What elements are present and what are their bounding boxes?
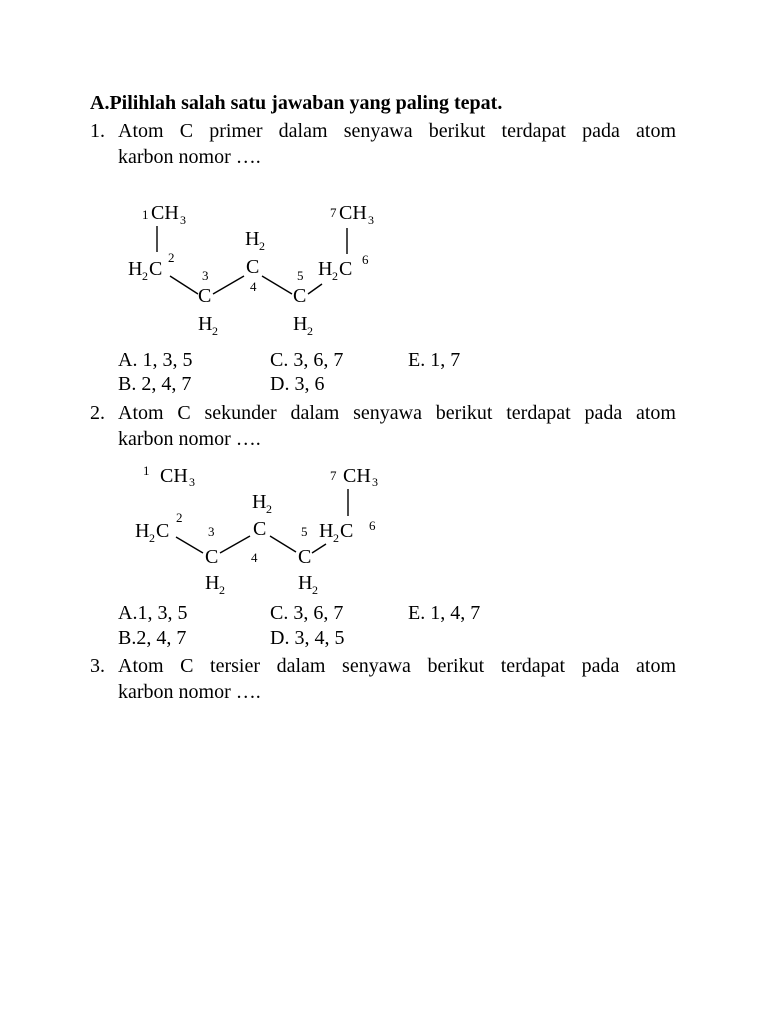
svg-text:2: 2 xyxy=(212,324,218,338)
question-2-option-a[interactable]: A.1, 3, 5 xyxy=(118,602,188,624)
svg-text:2: 2 xyxy=(142,269,148,283)
q1-carbon-number-5: 5 xyxy=(297,268,304,283)
question-1-option-c[interactable]: C. 3, 6, 7 xyxy=(270,349,344,371)
q2-carbon-4: C xyxy=(253,518,267,540)
q2-ch3-left: CH xyxy=(160,465,188,487)
q1-carbon-number-3: 3 xyxy=(202,268,209,283)
question-1-option-d[interactable]: D. 3, 6 xyxy=(270,373,325,395)
q1-carbon-number-2: 2 xyxy=(168,250,175,265)
svg-text:C: C xyxy=(156,520,170,542)
q1-carbon-5: C xyxy=(293,285,307,307)
question-3-number: 3. xyxy=(90,655,105,677)
question-1-text-line2: karbon nomor …. xyxy=(118,146,261,168)
question-1-text-line1: Atom C primer dalam senyawa berikut terdapat pada atom xyxy=(118,120,676,142)
q2-bond-3-4 xyxy=(220,536,250,553)
q2-carbon-number-7: 7 xyxy=(330,468,337,483)
q2-carbon-number-1: 1 xyxy=(143,463,150,478)
svg-text:2: 2 xyxy=(149,531,155,545)
q2-carbon-5: C xyxy=(298,546,312,568)
q2-carbon-number-6: 6 xyxy=(369,518,376,533)
svg-text:2: 2 xyxy=(312,583,318,597)
svg-text:C: C xyxy=(149,258,163,280)
svg-text:H: H xyxy=(252,491,267,513)
svg-text:H: H xyxy=(198,313,213,335)
svg-text:H: H xyxy=(205,572,220,594)
q1-carbon-3: C xyxy=(198,285,212,307)
section-title: A.Pilihlah salah satu jawaban yang paling tepat. xyxy=(90,92,503,114)
q1-carbon-4: C xyxy=(246,256,260,278)
svg-text:2: 2 xyxy=(333,531,339,545)
q1-carbon-number-1: 1 xyxy=(142,207,149,222)
svg-text:H: H xyxy=(293,313,308,335)
question-2-option-c[interactable]: C. 3, 6, 7 xyxy=(270,602,344,624)
q2-bond-5-6 xyxy=(312,544,326,553)
svg-text:3: 3 xyxy=(372,475,378,489)
question-1-option-b[interactable]: B. 2, 4, 7 xyxy=(118,373,192,395)
question-2-option-e[interactable]: E. 1, 4, 7 xyxy=(408,602,481,624)
svg-text:3: 3 xyxy=(368,213,374,227)
question-2-number: 2. xyxy=(90,402,105,424)
q2-carbon-number-4: 4 xyxy=(251,550,258,565)
question-3-text-line1: Atom C tersier dalam senyawa berikut terdapat pada atom xyxy=(118,655,676,677)
q2-h2c-2: H xyxy=(135,520,150,542)
question-2-option-d[interactable]: D. 3, 4, 5 xyxy=(270,627,345,649)
question-1-number: 1. xyxy=(90,120,105,142)
svg-text:3: 3 xyxy=(189,475,195,489)
q1-carbon-number-6: 6 xyxy=(362,252,369,267)
q2-carbon-3: C xyxy=(205,546,219,568)
question-1-option-e[interactable]: E. 1, 7 xyxy=(408,349,461,371)
question-2-option-b[interactable]: B.2, 4, 7 xyxy=(118,627,187,649)
svg-text:2: 2 xyxy=(307,324,313,338)
q1-carbon-number-4: 4 xyxy=(250,279,257,294)
svg-text:C: C xyxy=(340,520,354,542)
svg-text:2: 2 xyxy=(266,502,272,516)
svg-text:C: C xyxy=(339,258,353,280)
question-2-text-line2: karbon nomor …. xyxy=(118,428,261,450)
svg-text:H: H xyxy=(298,572,313,594)
svg-text:3: 3 xyxy=(180,213,186,227)
q2-ch3-right: CH xyxy=(343,465,371,487)
q2-carbon-number-5: 5 xyxy=(301,524,308,539)
q1-ch3-left: CH xyxy=(151,202,179,224)
q2-h2c-6: H xyxy=(319,520,334,542)
question-3-text-line2: karbon nomor …. xyxy=(118,681,261,703)
q1-h2c-2: H xyxy=(128,258,143,280)
svg-text:2: 2 xyxy=(332,269,338,283)
q1-h2c-6: H xyxy=(318,258,333,280)
svg-text:2: 2 xyxy=(219,583,225,597)
q2-carbon-number-2: 2 xyxy=(176,510,183,525)
svg-text:H: H xyxy=(245,228,260,250)
svg-text:2: 2 xyxy=(259,239,265,253)
q2-bond-2-3 xyxy=(176,537,203,553)
q1-carbon-number-7: 7 xyxy=(330,205,337,220)
q2-bond-4-5 xyxy=(270,536,296,552)
question-2-text-line1: Atom C sekunder dalam senyawa berikut terdapat pada atom xyxy=(118,402,676,424)
q2-carbon-number-3: 3 xyxy=(208,524,215,539)
q1-ch3-right: CH xyxy=(339,202,367,224)
question-1-option-a[interactable]: A. 1, 3, 5 xyxy=(118,349,193,371)
